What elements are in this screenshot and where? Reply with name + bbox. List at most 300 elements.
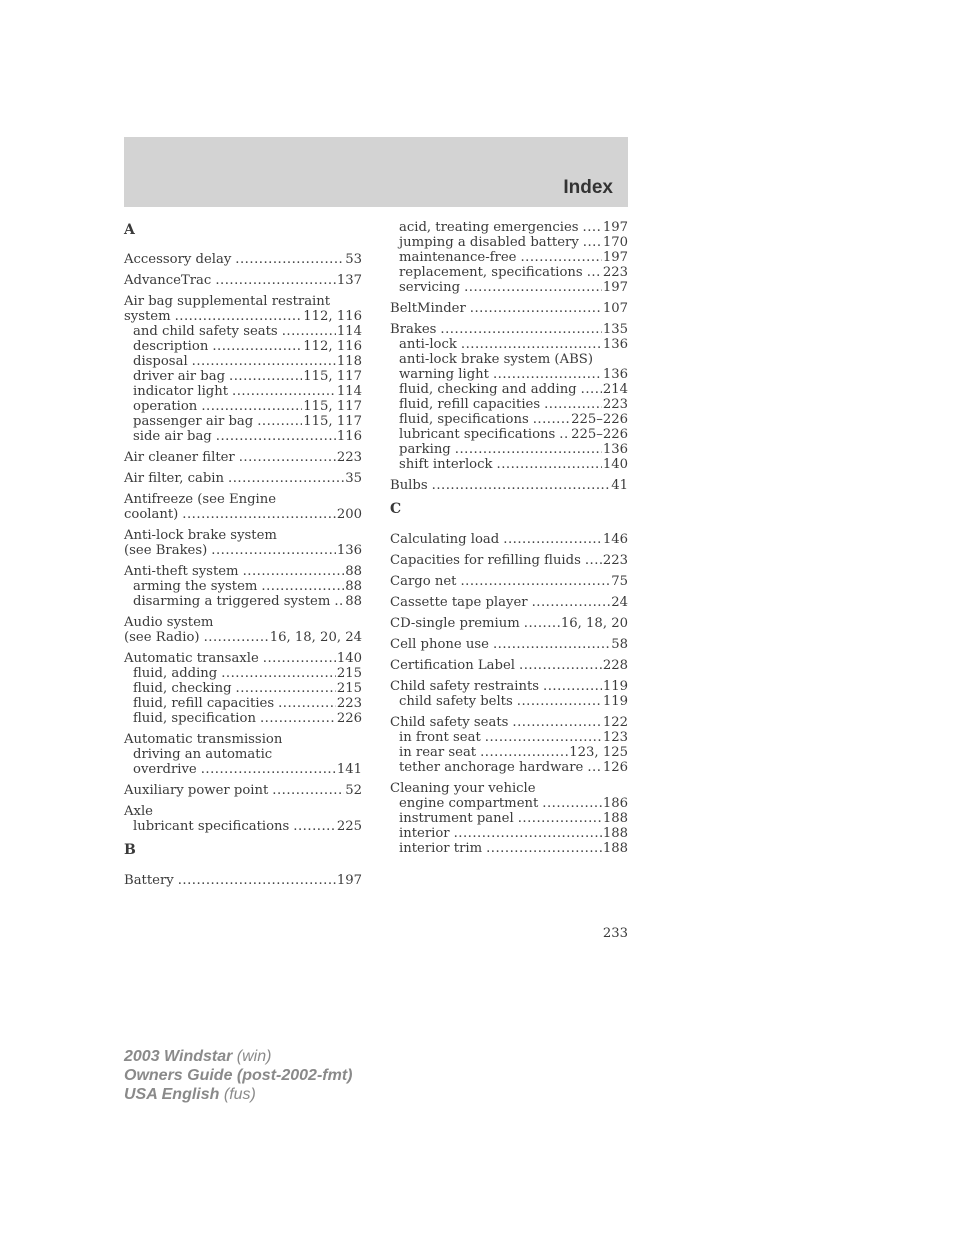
index-subline <box>124 681 362 696</box>
page-reference: 186 <box>602 796 628 811</box>
entry-text: Automatic transmission <box>124 732 283 747</box>
page-reference: 223 <box>336 696 362 711</box>
index-entry <box>124 564 362 609</box>
page-reference: 123 <box>602 730 628 745</box>
page-reference: 115, 117 <box>303 399 362 414</box>
page-reference: 223 <box>336 450 362 465</box>
footer-model-code: (win) <box>232 1048 272 1065</box>
index-line <box>390 553 628 568</box>
index-column-right <box>390 220 628 862</box>
dot-leader <box>532 595 611 610</box>
entry-text: Air filter, cabin <box>124 471 224 486</box>
dot-leader <box>201 399 302 414</box>
index-line <box>390 715 628 730</box>
dot-leader <box>493 637 610 652</box>
page-reference: 126 <box>602 760 628 775</box>
dot-leader <box>232 384 336 399</box>
page-reference: 118 <box>336 354 362 369</box>
index-entry <box>390 478 628 493</box>
index-entry <box>124 471 362 486</box>
page-reference: 214 <box>602 382 628 397</box>
index-entry <box>390 574 628 589</box>
index-subline <box>390 235 628 250</box>
entry-text: shift interlock <box>399 457 493 472</box>
index-subline <box>124 819 362 834</box>
page-reference: 88 <box>345 594 362 609</box>
index-line <box>390 658 628 673</box>
entry-text: Cargo net <box>390 574 457 589</box>
index-entry <box>390 715 628 775</box>
footer-model: 2003 Windstar <box>124 1048 233 1065</box>
entry-text: Axle <box>124 804 153 819</box>
entry-text: description <box>133 339 209 354</box>
index-line <box>390 637 628 652</box>
page-reference: 35 <box>345 471 362 486</box>
entry-text: Antifreeze (see Engine <box>124 492 277 507</box>
index-subline <box>124 429 362 444</box>
page-reference: 140 <box>602 457 628 472</box>
index-entry <box>390 658 628 673</box>
index-line <box>124 273 362 288</box>
footer-line-2 <box>124 1066 352 1085</box>
section-letter: C <box>390 501 402 517</box>
index-entry <box>124 528 362 558</box>
dot-leader <box>587 265 602 280</box>
page-reference: 197 <box>602 250 628 265</box>
page-reference: 116 <box>336 429 362 444</box>
index-entry <box>124 783 362 798</box>
dot-leader <box>585 553 602 568</box>
dot-leader <box>517 694 602 709</box>
footer-language: USA English <box>124 1086 220 1103</box>
page-reference: 137 <box>336 273 362 288</box>
index-line <box>390 301 628 316</box>
header-band <box>124 137 628 207</box>
index-subline <box>390 745 628 760</box>
index-subline <box>390 442 628 457</box>
page-title: Index <box>563 177 613 198</box>
page-reference: 215 <box>336 681 362 696</box>
page-reference: 114 <box>336 384 362 399</box>
entry-text: coolant) <box>124 507 179 522</box>
dot-leader <box>519 658 602 673</box>
entry-text: Air bag supplemental restraint <box>124 294 331 309</box>
dot-leader <box>211 543 336 558</box>
page-reference: 115, 117 <box>303 369 362 384</box>
page-reference: 141 <box>336 762 362 777</box>
page-reference: 16, 18, 20, 24 <box>269 630 362 645</box>
page-reference: 136 <box>602 442 628 457</box>
entry-text: maintenance-free <box>399 250 517 265</box>
index-subline <box>124 399 362 414</box>
dot-leader <box>334 594 344 609</box>
entry-text: tether anchorage hardware <box>399 760 584 775</box>
dot-leader <box>559 427 570 442</box>
index-line <box>124 309 362 324</box>
index-entry <box>124 873 362 888</box>
page-reference: 88 <box>345 564 362 579</box>
page-reference: 58 <box>611 637 628 652</box>
index-subline <box>124 384 362 399</box>
index-entry <box>390 595 628 610</box>
index-line <box>124 471 362 486</box>
entry-text: Anti-lock brake system <box>124 528 277 543</box>
page-reference: 170 <box>602 235 628 250</box>
index-subline <box>390 265 628 280</box>
entry-text: lubricant specifications <box>133 819 290 834</box>
dot-leader <box>454 826 602 841</box>
entry-text: interior trim <box>399 841 483 856</box>
dot-leader <box>228 471 344 486</box>
dot-leader <box>243 564 345 579</box>
dot-leader <box>512 715 601 730</box>
index-entry <box>390 301 628 316</box>
page-reference: 16, 18, 20 <box>560 616 628 631</box>
index-line <box>124 543 362 558</box>
index-line <box>124 507 362 522</box>
index-line <box>124 732 362 747</box>
index-subline <box>390 730 628 745</box>
section-letter: A <box>124 222 135 238</box>
index-subline <box>390 337 628 352</box>
index-line <box>390 679 628 694</box>
index-line <box>124 450 362 465</box>
dot-leader <box>583 235 602 250</box>
index-line <box>124 783 362 798</box>
dot-leader <box>524 616 560 631</box>
entry-text: driver air bag <box>133 369 226 384</box>
index-line <box>124 252 362 267</box>
page-reference: 188 <box>602 811 628 826</box>
dot-leader <box>432 478 611 493</box>
dot-leader <box>485 730 602 745</box>
page-reference: 52 <box>345 783 362 798</box>
page-reference: 122 <box>602 715 628 730</box>
dot-leader <box>440 322 601 337</box>
index-line <box>124 651 362 666</box>
index-line <box>124 873 362 888</box>
entry-text: lubricant specifications <box>399 427 556 442</box>
entry-text: operation <box>133 399 198 414</box>
index-subline <box>124 696 362 711</box>
entry-text: disarming a triggered system <box>133 594 331 609</box>
entry-text: Child safety seats <box>390 715 509 730</box>
index-entry <box>390 553 628 568</box>
entry-text: anti-lock <box>399 337 457 352</box>
index-subline <box>124 594 362 609</box>
dot-leader <box>260 711 336 726</box>
page-reference: 223 <box>602 397 628 412</box>
index-subline <box>390 352 628 367</box>
entry-text: fluid, refill capacities <box>399 397 541 412</box>
dot-leader <box>261 579 344 594</box>
page-reference: 115, 117 <box>303 414 362 429</box>
page-reference: 188 <box>602 841 628 856</box>
index-subline <box>390 457 628 472</box>
page-reference: 223 <box>602 265 628 280</box>
index-subline <box>390 760 628 775</box>
index-subline <box>124 666 362 681</box>
index-subline <box>124 369 362 384</box>
footer-line-1 <box>124 1047 352 1066</box>
index-entry <box>124 615 362 645</box>
index-line <box>390 595 628 610</box>
page-reference: 215 <box>336 666 362 681</box>
entry-text: (see Radio) <box>124 630 200 645</box>
dot-leader <box>581 382 602 397</box>
dot-leader <box>455 442 602 457</box>
index-subline <box>390 382 628 397</box>
index-line <box>390 574 628 589</box>
page-reference: 226 <box>336 711 362 726</box>
page-reference: 41 <box>611 478 628 493</box>
entry-text: warning light <box>399 367 489 382</box>
entry-text: overdrive <box>133 762 197 777</box>
dot-leader <box>278 696 336 711</box>
dot-leader <box>544 397 602 412</box>
entry-text: Battery <box>124 873 174 888</box>
index-subline <box>390 367 628 382</box>
page-reference: 112, 116 <box>303 339 362 354</box>
entry-text: Automatic transaxle <box>124 651 259 666</box>
entry-text: passenger air bag <box>133 414 254 429</box>
page-reference: 24 <box>611 595 628 610</box>
page-reference: 146 <box>602 532 628 547</box>
page-reference: 114 <box>336 324 362 339</box>
entry-text: CD-single premium <box>390 616 520 631</box>
entry-text: Brakes <box>390 322 437 337</box>
entry-text: fluid, adding <box>133 666 218 681</box>
page-reference: 188 <box>602 826 628 841</box>
entry-text: arming the system <box>133 579 258 594</box>
entry-text: side air bag <box>133 429 212 444</box>
entry-text: fluid, checking <box>133 681 232 696</box>
index-subline <box>390 826 628 841</box>
index-line <box>124 294 362 309</box>
dot-leader <box>480 745 568 760</box>
dot-leader <box>282 324 336 339</box>
entry-text: Cleaning your vehicle <box>390 781 536 796</box>
page-reference: 135 <box>602 322 628 337</box>
dot-leader <box>212 339 302 354</box>
index-line <box>124 492 362 507</box>
entry-text: child safety belts <box>399 694 513 709</box>
page-reference: 136 <box>336 543 362 558</box>
dot-leader <box>201 762 336 777</box>
dot-leader <box>503 532 602 547</box>
index-subline <box>124 579 362 594</box>
entry-text: driving an automatic <box>133 747 273 762</box>
page-reference: 200 <box>336 507 362 522</box>
page-reference: 140 <box>336 651 362 666</box>
dot-leader <box>215 273 336 288</box>
entry-text: (see Brakes) <box>124 543 208 558</box>
entry-text: engine compartment <box>399 796 539 811</box>
index-entry <box>390 637 628 652</box>
page-reference: 197 <box>336 873 362 888</box>
page-reference: 225 <box>336 819 362 834</box>
entry-text: Cell phone use <box>390 637 489 652</box>
index-subline <box>390 250 628 265</box>
entry-text: Capacities for refilling fluids <box>390 553 581 568</box>
entry-text: interior <box>399 826 450 841</box>
entry-text: replacement, specifications <box>399 265 583 280</box>
index-entry <box>124 492 362 522</box>
index-subline <box>390 796 628 811</box>
index-subline <box>124 354 362 369</box>
index-entry <box>124 450 362 465</box>
page-reference: 112, 116 <box>303 309 362 324</box>
index-subline <box>390 694 628 709</box>
page-reference: 136 <box>602 367 628 382</box>
dot-leader <box>461 337 602 352</box>
page-reference: 75 <box>611 574 628 589</box>
index-entry <box>124 294 362 444</box>
dot-leader <box>221 666 336 681</box>
entry-text: parking <box>399 442 451 457</box>
index-line <box>124 528 362 543</box>
index-entry <box>390 781 628 856</box>
index-line <box>390 781 628 796</box>
dot-leader <box>229 369 302 384</box>
dot-leader <box>518 811 602 826</box>
dot-leader <box>520 250 601 265</box>
entry-text: indicator light <box>133 384 229 399</box>
dot-leader <box>470 301 602 316</box>
index-subline <box>124 747 362 762</box>
dot-leader <box>486 841 602 856</box>
entry-text: BeltMinder <box>390 301 466 316</box>
footer-guide: Owners Guide (post-2002-fmt) <box>124 1067 353 1084</box>
index-subline <box>124 414 362 429</box>
index-subline <box>124 762 362 777</box>
dot-leader <box>216 429 336 444</box>
entry-text: Anti-theft system <box>124 564 239 579</box>
entry-text: and child safety seats <box>133 324 278 339</box>
entry-text: disposal <box>133 354 188 369</box>
index-line <box>390 322 628 337</box>
index-line <box>390 616 628 631</box>
index-subline <box>124 711 362 726</box>
page-reference: 123, 125 <box>569 745 628 760</box>
entry-text: AdvanceTrac <box>124 273 212 288</box>
index-entry <box>390 220 628 295</box>
page-reference: 136 <box>602 337 628 352</box>
entry-text: anti-lock brake system (ABS) <box>399 352 593 367</box>
index-line <box>124 804 362 819</box>
dot-leader <box>204 630 269 645</box>
index-entry <box>124 732 362 777</box>
index-entry <box>390 322 628 472</box>
dot-leader <box>175 309 303 324</box>
page-reference: 107 <box>602 301 628 316</box>
dot-leader <box>533 412 570 427</box>
dot-leader <box>460 574 610 589</box>
footer <box>124 1047 352 1104</box>
dot-leader <box>178 873 336 888</box>
page-reference: 197 <box>602 220 628 235</box>
entry-text: Child safety restraints <box>390 679 540 694</box>
index-line <box>124 615 362 630</box>
dot-leader <box>239 450 336 465</box>
index-subline <box>390 412 628 427</box>
dot-leader <box>235 252 344 267</box>
footer-language-code: (fus) <box>219 1086 256 1103</box>
dot-leader <box>192 354 336 369</box>
index-line <box>124 630 362 645</box>
entry-text: Accessory delay <box>124 252 232 267</box>
entry-text: in rear seat <box>399 745 477 760</box>
index-column-left <box>124 220 362 894</box>
dot-leader <box>497 457 602 472</box>
index-line <box>124 564 362 579</box>
index-entry <box>124 651 362 726</box>
entry-text: Air cleaner filter <box>124 450 235 465</box>
dot-leader <box>293 819 336 834</box>
index-entry <box>390 532 628 547</box>
page-reference: 88 <box>345 579 362 594</box>
dot-leader <box>263 651 336 666</box>
entry-text: fluid, refill capacities <box>133 696 275 711</box>
index-entry <box>390 679 628 709</box>
entry-text: fluid, specifications <box>399 412 529 427</box>
dot-leader <box>493 367 602 382</box>
index-subline <box>390 280 628 295</box>
entry-text: Cassette tape player <box>390 595 528 610</box>
index-entry <box>124 273 362 288</box>
entry-text: Bulbs <box>390 478 428 493</box>
page-reference: 223 <box>602 553 628 568</box>
page-reference: 53 <box>345 252 362 267</box>
page-reference: 228 <box>602 658 628 673</box>
entry-text: servicing <box>399 280 461 295</box>
entry-text: Auxiliary power point <box>124 783 269 798</box>
page-reference: 119 <box>602 679 628 694</box>
dot-leader <box>542 796 602 811</box>
entry-text: in front seat <box>399 730 481 745</box>
index-subline <box>390 397 628 412</box>
page-reference: 225–226 <box>571 412 628 427</box>
footer-line-3 <box>124 1085 352 1104</box>
page-number: 233 <box>602 926 628 941</box>
dot-leader <box>257 414 302 429</box>
index-subline <box>390 427 628 442</box>
entry-text: acid, treating emergencies <box>399 220 579 235</box>
index-entry <box>124 804 362 834</box>
dot-leader <box>587 760 601 775</box>
index-line <box>390 478 628 493</box>
index-subline <box>390 811 628 826</box>
dot-leader <box>543 679 602 694</box>
dot-leader <box>583 220 602 235</box>
index-line <box>390 532 628 547</box>
entry-text: fluid, specification <box>133 711 256 726</box>
page-reference: 119 <box>602 694 628 709</box>
dot-leader <box>182 507 336 522</box>
entry-text: Certification Label <box>390 658 515 673</box>
dot-leader <box>236 681 336 696</box>
entry-text: Calculating load <box>390 532 500 547</box>
index-subline <box>124 324 362 339</box>
dot-leader <box>272 783 344 798</box>
entry-text: Audio system <box>124 615 214 630</box>
index-subline <box>390 220 628 235</box>
entry-text: system <box>124 309 171 324</box>
index-entry <box>390 616 628 631</box>
index-subline <box>124 339 362 354</box>
index-entry <box>124 252 362 267</box>
page-reference: 197 <box>602 280 628 295</box>
